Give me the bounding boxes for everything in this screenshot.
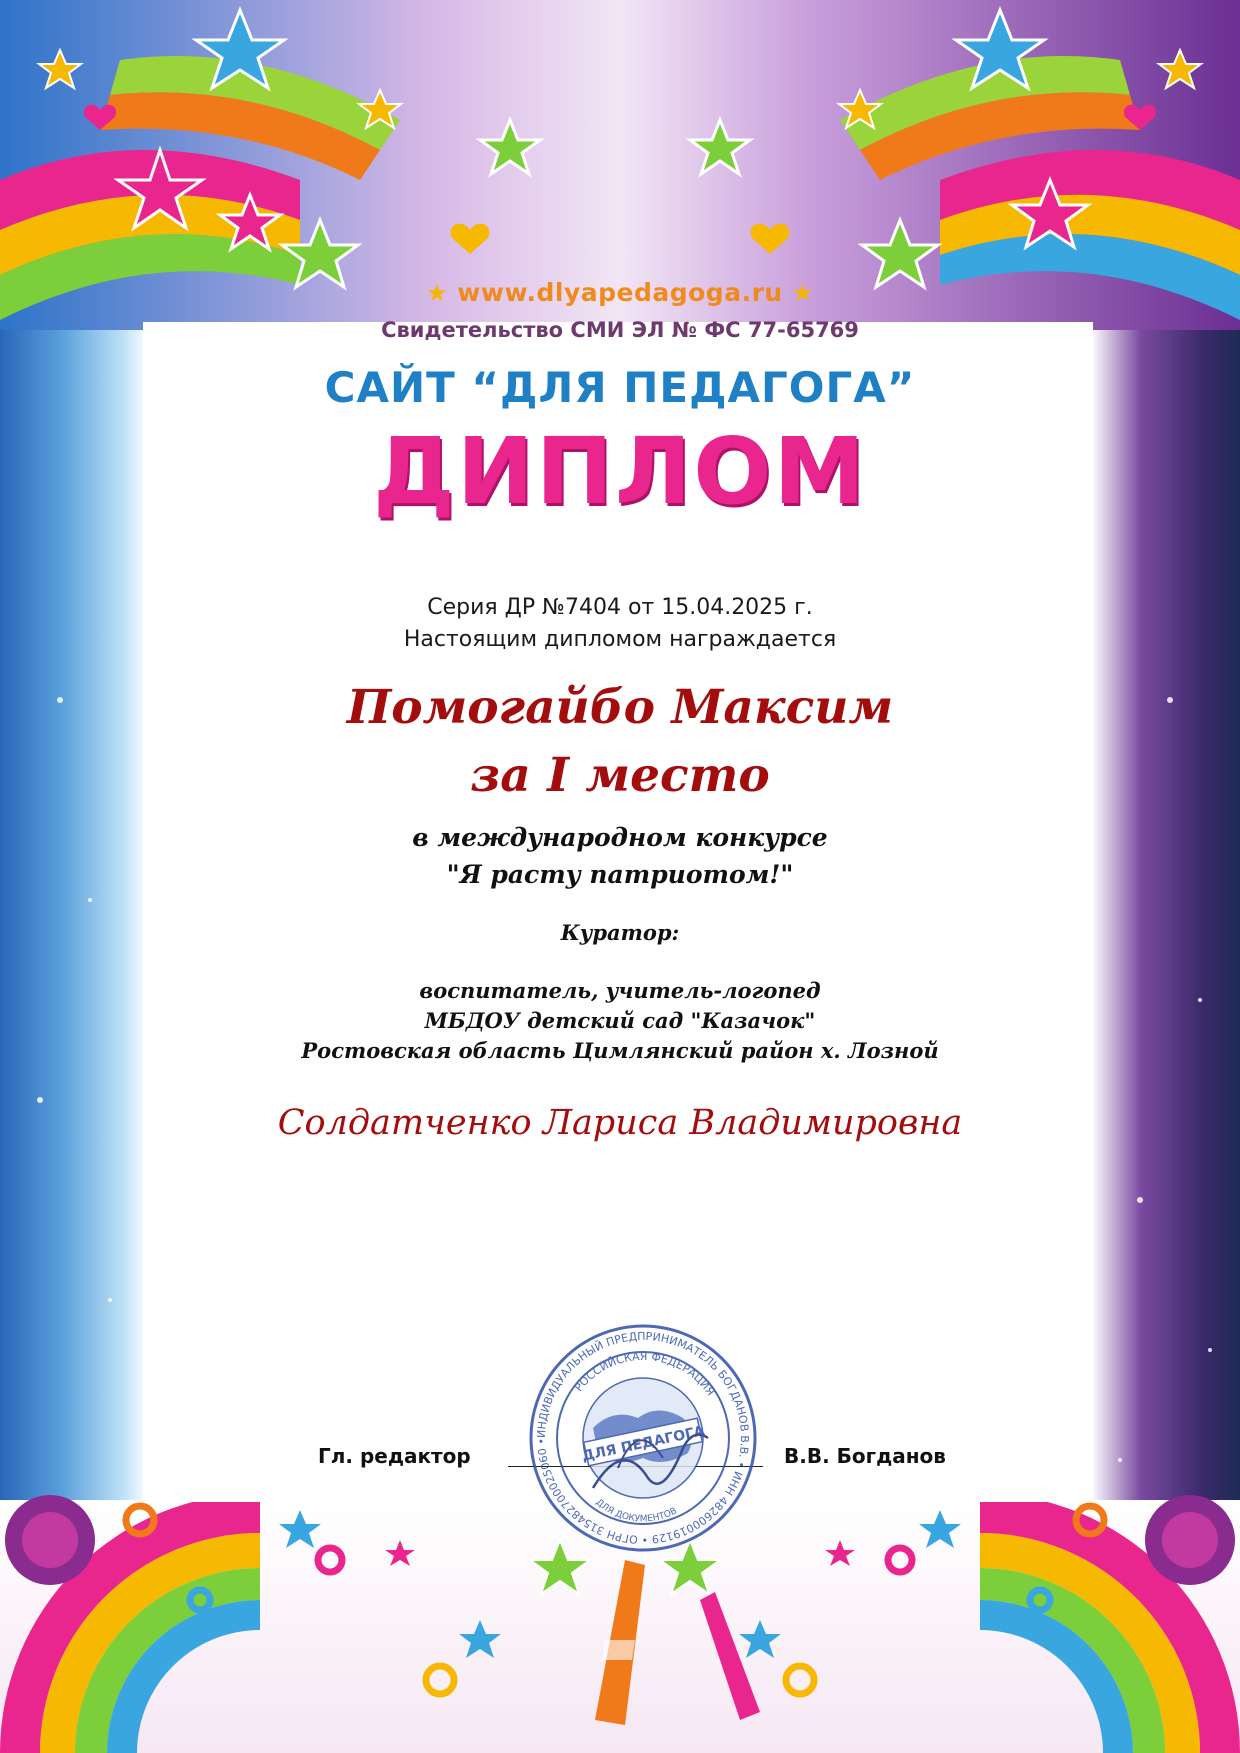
curator-organization: МБДОУ детский сад "Казачок": [424, 1008, 816, 1033]
diploma-heading: ДИПЛОМ: [372, 418, 868, 525]
mass-media-registration: Свидетельство СМИ ЭЛ № ФС 77-65769: [381, 318, 859, 342]
seal-bottom-text: ДЛЯ ДОКУМЕНТОВ: [593, 1497, 679, 1525]
signature-label: Гл. редактор: [318, 1444, 471, 1468]
curator-name: Солдатченко Лариса Владимировна: [277, 1103, 963, 1143]
winner-name: Помогайбо Максим: [346, 680, 894, 735]
curator-position: воспитатель, учитель-логопед: [419, 978, 821, 1003]
curator-label: Куратор:: [560, 920, 680, 945]
signature-name: В.В. Богданов: [784, 1444, 946, 1468]
site-url-text: www.dlyapedagoga.ru: [457, 278, 783, 307]
awarded-line: Настоящим дипломом награждается: [403, 627, 837, 652]
contest-line: в международном конкурсе: [412, 823, 828, 852]
curator-region: Ростовская область Цимлянский район х. Лозной: [301, 1038, 939, 1063]
series-number: Серия ДР №7404 от 15.04.2025 г.: [427, 595, 813, 620]
star-icon: ★: [791, 279, 814, 307]
seal-center-text: ДЛЯ ПЕДАГОГА: [580, 1423, 707, 1465]
site-url: [0, 278, 1240, 307]
site-title: САЙТ “ДЛЯ ПЕДАГОГА”: [324, 363, 916, 412]
official-seal: [523, 1318, 763, 1558]
place-awarded: за I место: [470, 748, 770, 803]
seal-inner-text: РОССИЙСКАЯ ФЕДЕРАЦИЯ: [571, 1349, 718, 1399]
contest-name: "Я расту патриотом!": [446, 860, 794, 889]
seal-ring-text: ИНДИВИДУАЛЬНЫЙ ПРЕДПРИНИМАТЕЛЬ БОГДАНОВ В.В. • ИНН 482600019129 • ОГРН 315482700025060 •: [534, 1329, 752, 1547]
star-icon: ★: [426, 279, 449, 307]
